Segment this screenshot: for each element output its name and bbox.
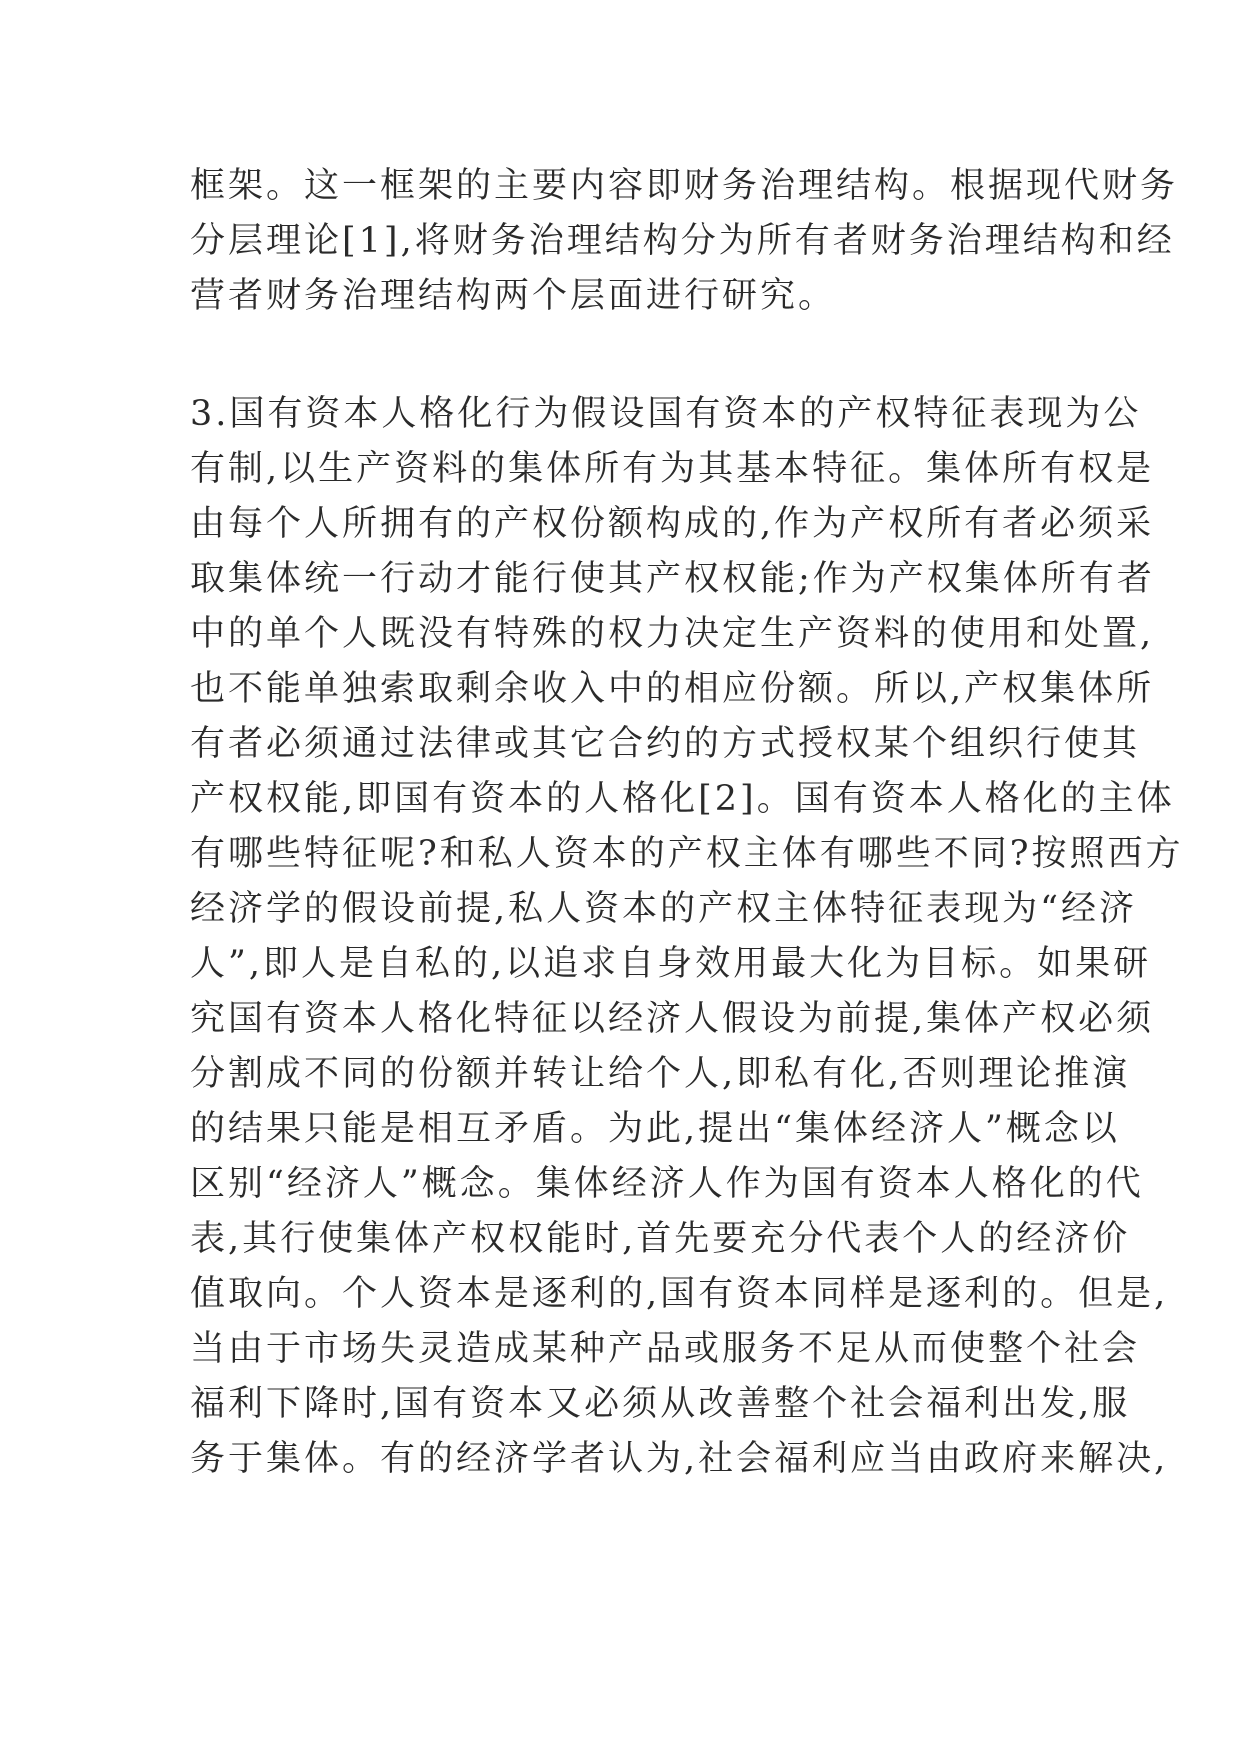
text-line: 分层理论[1],将财务治理结构分为所有者财务治理结构和经 xyxy=(190,221,1175,261)
text-line: 经济学的假设前提,私人资本的产权主体特征表现为“经济 xyxy=(190,889,1138,929)
text-line: 表,其行使集体产权权能时,首先要充分代表个人的经济价 xyxy=(190,1219,1131,1259)
text-line: 分割成不同的份额并转让给个人,即私有化,否则理论推演 xyxy=(190,1054,1131,1094)
text-line: 营者财务治理结构两个层面进行研究。 xyxy=(190,276,837,316)
text-line: 务于集体。有的经济学者认为,社会福利应当由政府来解决, xyxy=(190,1439,1169,1479)
text-line: 3.国有资本人格化行为假设国有资本的产权特征表现为公 xyxy=(190,394,1142,434)
text-line: 的结果只能是相互矛盾。为此,提出“集体经济人”概念以 xyxy=(190,1109,1120,1149)
text-line: 人”,即人是自私的,以追求自身效用最大化为目标。如果研 xyxy=(190,944,1152,984)
text-line: 中的单个人既没有特殊的权力决定生产资料的使用和处置, xyxy=(190,614,1155,654)
text-line: 当由于市场失灵造成某种产品或服务不足从而使整个社会 xyxy=(190,1329,1141,1369)
text-line: 也不能单独索取剩余收入中的相应份额。所以,产权集体所 xyxy=(190,669,1155,709)
text-line: 产权权能,即国有资本的人格化[2]。国有资本人格化的主体 xyxy=(190,779,1175,819)
text-line: 有者必须通过法律或其它合约的方式授权某个组织行使其 xyxy=(190,724,1141,764)
text-line: 由每个人所拥有的产权份额构成的,作为产权所有者必须采 xyxy=(190,504,1155,544)
paragraph-financial-governance xyxy=(190,159,1179,324)
text-line: 究国有资本人格化特征以经济人假设为前提,集体产权必须 xyxy=(190,999,1155,1039)
text-line: 值取向。个人资本是逐利的,国有资本同样是逐利的。但是, xyxy=(190,1274,1169,1314)
text-line: 福利下降时,国有资本又必须从改善整个社会福利出发,服 xyxy=(190,1384,1131,1424)
text-line: 有哪些特征呢?和私人资本的产权主体有哪些不同?按照西方 xyxy=(190,834,1184,874)
text-line: 框架。这一框架的主要内容即财务治理结构。根据现代财务 xyxy=(190,166,1179,206)
paragraph-state-capital-personification xyxy=(190,387,1184,1487)
text-line: 有制,以生产资料的集体所有为其基本特征。集体所有权是 xyxy=(190,449,1155,489)
text-line: 取集体统一行动才能行使其产权权能;作为产权集体所有者 xyxy=(190,559,1155,599)
text-line: 区别“经济人”概念。集体经济人作为国有资本人格化的代 xyxy=(190,1164,1144,1204)
